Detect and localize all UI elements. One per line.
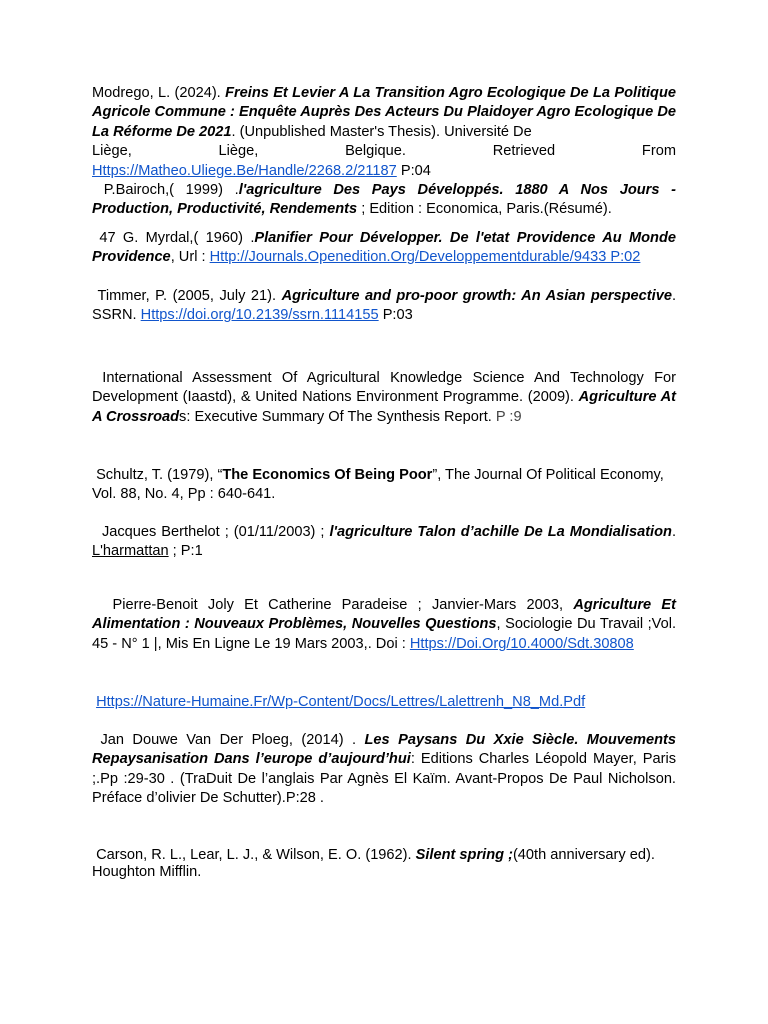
reference-author: Timmer, P. (2005, July 21).	[97, 288, 282, 304]
reference-page: P:03	[378, 307, 413, 324]
reference-myrdal	[92, 229, 676, 268]
reference-details: ; Edition : Economica, Paris.(Résumé).	[357, 201, 612, 218]
reference-author: P.Bairoch,( 1999) .	[103, 182, 239, 198]
reference-berthelot	[92, 523, 676, 562]
reference-details: , Url :	[170, 249, 210, 266]
reference-title: l'agriculture Talon d’achille De La Mondialisation	[329, 524, 672, 540]
reference-author: Schultz, T. (1979), “	[96, 467, 223, 483]
reference-schultz	[92, 466, 676, 505]
reference-page: P :9	[495, 408, 522, 425]
reference-title: Silent spring ;	[415, 847, 513, 863]
reference-iaastd	[92, 369, 676, 427]
word: From	[641, 143, 676, 160]
reference-publisher: L'harmattan	[92, 543, 169, 560]
reference-details: . SSRN.	[92, 288, 676, 324]
reference-author: Jan Douwe Van Der Ploeg, (2014) .	[100, 732, 365, 748]
reference-location-line	[92, 142, 676, 161]
reference-link[interactable]: Https://Nature-Humaine.Fr/Wp-Content/Docs/Lettres/Lalettrenh_N8_Md.Pdf	[96, 694, 586, 710]
word: Belgique.	[345, 143, 406, 160]
reference-title: l'agriculture Des Pays Développés. 1880 A Nos Jours - Production, Productivité, Rendements	[92, 182, 677, 218]
reference-title: Agriculture and pro-poor growth: An Asian perspective	[281, 288, 672, 304]
reference-carson	[92, 847, 676, 880]
reference-author: International Assessment Of Agricultural Knowledge Science And Technology For Development (Iaastd), & United Nations Environment Programme. (2009).	[92, 370, 676, 406]
reference-details: .	[671, 524, 676, 540]
reference-author: 47 G. Myrdal,( 1960) .	[99, 230, 255, 246]
reference-title: Les Paysans Du Xxie Siècle. Mouvements Repaysanisation Dans l’europe d’aujourd’hui	[92, 732, 677, 768]
reference-author: Jacques Berthelot ; (01/11/2003) ;	[101, 524, 330, 540]
reference-nature-humaine	[92, 693, 676, 712]
reference-author: Carson, R. L., Lear, L. J., & Wilson, E. O. (1962).	[96, 847, 416, 863]
reference-timmer	[92, 287, 676, 326]
reference-joly	[92, 596, 676, 654]
reference-link[interactable]: Https://Doi.Org/10.4000/Sdt.30808	[409, 635, 634, 652]
reference-details: . (Unpublished Master's Thesis). Université De	[231, 123, 532, 140]
reference-link[interactable]: Https://Matheo.Uliege.Be/Handle/2268.2/21187	[92, 162, 397, 179]
word: Liège,	[218, 143, 259, 160]
reference-details: s: Executive Summary Of The Synthesis Report.	[179, 408, 496, 425]
reference-details: , Sociologie Du Travail ;Vol. 45 - N° 1 |, Mis En Ligne Le 19 Mars 2003,. Doi :	[92, 616, 677, 652]
reference-details: : Editions Charles Léopold Mayer, Paris ;.Pp :29-30 . (TraDuit De l’anglais Par Agnès El Kaïm. Avant-Propos De Paul Nicholson. Préface d’olivier De Schutter).P:28 .	[92, 751, 676, 807]
word: Retrieved	[492, 143, 556, 160]
reference-bairoch	[92, 181, 676, 220]
reference-title: Freins Et Levier A La Transition Agro Ecologique De La Politique Agricole Commune : Enquête Auprès Des Acteurs Du Plaidoyer Agro Ecologique De La Réforme De 2021	[92, 85, 676, 140]
reference-page: P:04	[396, 162, 431, 179]
reference-page: ; P:1	[168, 543, 203, 560]
reference-details: (40th anniversary ed). Houghton Mifflin.	[92, 847, 655, 880]
reference-link[interactable]: Https://doi.org/10.2139/ssrn.1114155	[140, 307, 379, 324]
reference-ploeg	[92, 731, 676, 809]
reference-author: Modrego, L. (2024).	[92, 85, 226, 101]
reference-title: Planifier Pour Développer. De l'etat Providence Au Monde Providence	[92, 230, 676, 266]
word: Liège,	[92, 143, 132, 160]
reference-link[interactable]: Http://Journals.Openedition.Org/Developpementdurable/9433 P:02	[209, 249, 641, 266]
reference-title: The Economics Of Being Poor	[222, 467, 433, 483]
reference-author: Pierre-Benoit Joly Et Catherine Paradeise ; Janvier-Mars 2003,	[112, 597, 574, 613]
reference-title: Agriculture Et Alimentation : Nouveaux Problèmes, Nouvelles Questions	[92, 597, 676, 633]
reference-title: Agriculture At A Crossroad	[92, 389, 676, 425]
reference-details: ”, The Journal Of Political Economy, Vol. 88, No. 4, Pp : 640-641.	[92, 467, 664, 503]
reference-modrego	[92, 84, 676, 181]
